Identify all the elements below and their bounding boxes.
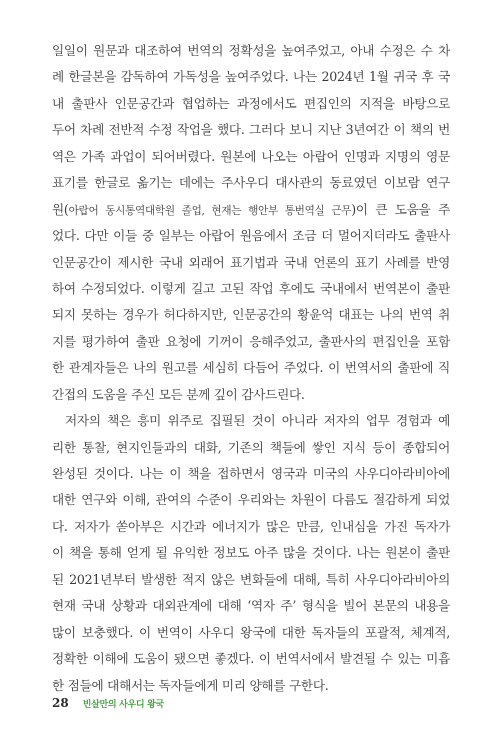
body-text	[52, 38, 450, 699]
text-line: 한 점들에 대해서는 독자들에게 미리 양해를 구한다.	[52, 677, 329, 693]
text-line: 정확한 이해에 도움이 됐으면 좋겠다. 이 번역서에서 발견될 수 있는 미흡	[52, 651, 450, 667]
running-title: 빈살만의 사우디 왕국	[82, 699, 164, 710]
text-line: 리한 통찰, 현지인들과의 대화, 기존의 책들에 쌓인 지식 등이 종합되어	[52, 439, 450, 455]
text-line: 되지 못하는 경우가 허다하지만, 인문공간의 황윤억 대표는 나의 번역 취	[52, 307, 450, 323]
text-line: 한 관계자들은 나의 원고를 세심히 다듬어 주었다. 이 번역서의 출판에 직	[52, 360, 450, 376]
text-line: 례 한글본을 감독하여 가독성을 높여주었다. 나는 2024년 1월 귀국 후 국	[52, 69, 450, 85]
text-segment: )이 큰 도움을 주	[351, 201, 450, 217]
parenthetical-note: 아랍어 동시통역대학원 졸업, 현재는 행안부 통번역실 근무	[68, 204, 352, 217]
page-number: 28	[52, 696, 69, 710]
text-line: 일일이 원문과 대조하여 번역의 정확성을 높여주었고, 아내 수정은 수 차	[52, 43, 450, 58]
text-line: 간접의 도움을 주신 모든 분께 깊이 감사드린다.	[52, 386, 305, 402]
text-line: 이 책을 통해 얻게 될 유익한 정보도 아주 많을 것이다. 나는 원본이 출판	[52, 545, 450, 561]
text-line: 표기를 한글로 옮기는 데에는 주사우디 대사관의 동료였던 이보람 연구	[52, 175, 450, 191]
text-line: 많이 보충했다. 이 번역이 사우디 왕국에 대한 독자들의 포괄적, 체계적,	[52, 624, 450, 640]
text-line: 인문공간이 제시한 국내 외래어 표기법과 국내 언론의 표기 사례를 반영	[52, 254, 450, 270]
text-line	[52, 197, 450, 223]
text-line: 대한 연구와 이해, 관여의 수준이 우리와는 차원이 다름도 절감하게 되었	[52, 492, 450, 508]
paragraph-start-line: 저자의 책은 흥미 위주로 집필된 것이 아니라 저자의 업무 경험과 예	[65, 413, 450, 429]
page-footer	[52, 695, 164, 711]
text-line: 현재 국내 상황과 대외관계에 대해 ‘역자 주’ 형식을 빌어 본문의 내용을	[52, 598, 450, 614]
text-line: 지를 평가하여 출판 요청에 기꺼이 응해주었고, 출판사의 편집인을 포함	[52, 333, 450, 349]
text-line: 내 출판사 인문공간과 협업하는 과정에서도 편집인의 지적을 바탕으로	[52, 95, 450, 111]
text-line: 다. 저자가 쏟아부은 시간과 에너지가 많은 만큼, 인내심을 가진 독자가	[52, 518, 450, 534]
text-line: 완성된 것이다. 나는 이 책을 접하면서 영국과 미국의 사우디아라비아에	[52, 466, 450, 481]
text-segment: 원(	[52, 201, 69, 217]
text-line: 하여 수정되었다. 이렇게 길고 고된 작업 후에도 국내에서 번역본이 출판	[52, 280, 450, 296]
text-line: 된 2021년부터 발생한 적지 않은 변화들에 대해, 특히 사우디아라비아의	[52, 571, 450, 587]
text-line: 두어 차례 전반적 수정 작업을 했다. 그러다 보니 지난 3년여간 이 책의 번	[52, 122, 450, 138]
text-line: 었다. 다만 이들 중 일부는 아랍어 원음에서 조금 더 멀어지더라도 출판사	[52, 228, 450, 244]
text-line: 역은 가족 과업이 되어버렸다. 원본에 나오는 아랍어 인명과 지명의 영문	[52, 148, 450, 164]
